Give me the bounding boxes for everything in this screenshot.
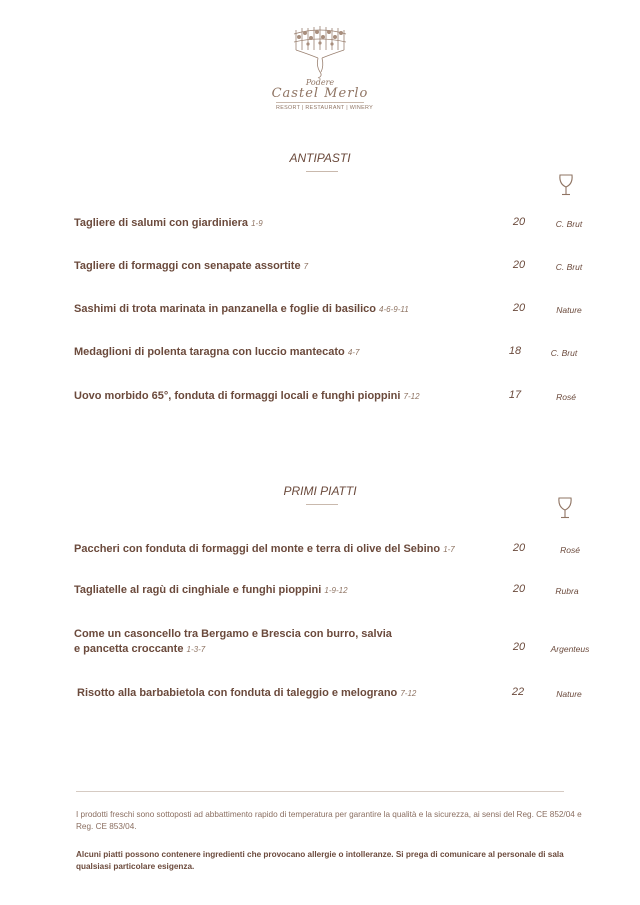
section-title-primi-piatti: PRIMI PIATTI bbox=[283, 484, 357, 498]
wine-pairing: C. Brut bbox=[555, 262, 583, 272]
menu-item bbox=[74, 259, 308, 274]
allergy-note: Alcuni piatti possono contenere ingredienti che provocano allergie o intolleranze. Si prega di comunicare al personale di sala qualsiasi particolare esigenza. bbox=[76, 850, 564, 871]
wine-pairing: Argenteus bbox=[550, 644, 590, 654]
allergen-codes: 1-9-12 bbox=[324, 586, 348, 595]
dish-name: Sashimi di trota marinata in panzanella e foglie di basilico bbox=[74, 303, 376, 315]
wine-pairing: Rosé bbox=[556, 392, 576, 402]
menu-item bbox=[74, 542, 455, 557]
section-divider bbox=[306, 504, 338, 505]
allergen-codes: 4-7 bbox=[347, 348, 360, 357]
price: 20 bbox=[512, 302, 526, 314]
dish-name: Paccheri con fonduta di formaggi del monte e terra di olive del Sebino bbox=[74, 543, 441, 555]
food-safety-note: I prodotti freschi sono sottoposti ad abbattimento rapido di temperatura per garantire la qualità e la sicurezza, ai sensi del Reg. CE 852/04 e Reg. CE 853/04. bbox=[76, 810, 582, 831]
allergen-codes: 7-12 bbox=[403, 392, 420, 401]
brand-logo bbox=[270, 22, 373, 111]
menu-item bbox=[74, 216, 263, 231]
section-title-antipasti: ANTIPASTI bbox=[289, 151, 351, 165]
brand-line1: Podere bbox=[305, 78, 335, 87]
price: 20 bbox=[512, 641, 526, 653]
wine-pairing: Rubra bbox=[555, 586, 579, 596]
wine-pairing: Nature bbox=[556, 305, 582, 315]
wine-pairing: Rosé bbox=[560, 545, 580, 555]
vine-tree-icon bbox=[290, 22, 350, 80]
allergen-codes: 4-6-9-11 bbox=[379, 305, 409, 314]
menu-item bbox=[74, 627, 392, 657]
menu-item bbox=[77, 686, 416, 701]
dish-name: Come un casoncello tra Bergamo e Brescia con burro, salvia bbox=[74, 628, 392, 640]
price: 22 bbox=[511, 686, 525, 698]
menu-item bbox=[74, 302, 409, 317]
allergen-codes: 1-9 bbox=[251, 219, 263, 228]
brand-tagline: RESORT | RESTAURANT | WINERY bbox=[276, 102, 364, 111]
menu-item bbox=[74, 345, 359, 360]
footer-divider bbox=[76, 791, 564, 792]
allergen-codes: 1-3-7 bbox=[186, 645, 206, 654]
price: 20 bbox=[512, 583, 526, 595]
menu-item bbox=[74, 389, 420, 404]
price: 18 bbox=[508, 345, 522, 357]
section-divider bbox=[306, 171, 338, 172]
dish-name: Medaglioni di polenta taragna con luccio mantecato bbox=[74, 346, 345, 358]
wine-pairing: C. Brut bbox=[550, 348, 578, 358]
price: 20 bbox=[512, 542, 526, 554]
allergen-codes: 7 bbox=[303, 262, 309, 271]
wine-pairing: C. Brut bbox=[555, 219, 583, 229]
menu-item bbox=[74, 583, 348, 598]
price: 20 bbox=[512, 259, 526, 271]
wine-glass-icon bbox=[557, 497, 573, 519]
dish-name: Risotto alla barbabietola con fonduta di taleggio e melograno bbox=[77, 687, 398, 699]
price: 17 bbox=[508, 389, 522, 401]
dish-name: Tagliere di salumi con giardiniera bbox=[74, 217, 249, 229]
price: 20 bbox=[512, 216, 526, 228]
wine-pairing: Nature bbox=[556, 689, 582, 699]
wine-glass-icon bbox=[558, 174, 574, 196]
dish-name: Tagliatelle al ragù di cinghiale e funghi pioppini bbox=[74, 584, 322, 596]
dish-name-continued: e pancetta croccante bbox=[74, 643, 184, 655]
brand-name: Castel Merlo bbox=[271, 86, 369, 101]
dish-name: Tagliere di formaggi con senapate assortite bbox=[74, 260, 301, 272]
dish-name: Uovo morbido 65°, fonduta di formaggi locali e funghi pioppini bbox=[74, 390, 401, 402]
allergen-codes: 7-12 bbox=[400, 689, 417, 698]
allergen-codes: 1-7 bbox=[443, 545, 455, 554]
